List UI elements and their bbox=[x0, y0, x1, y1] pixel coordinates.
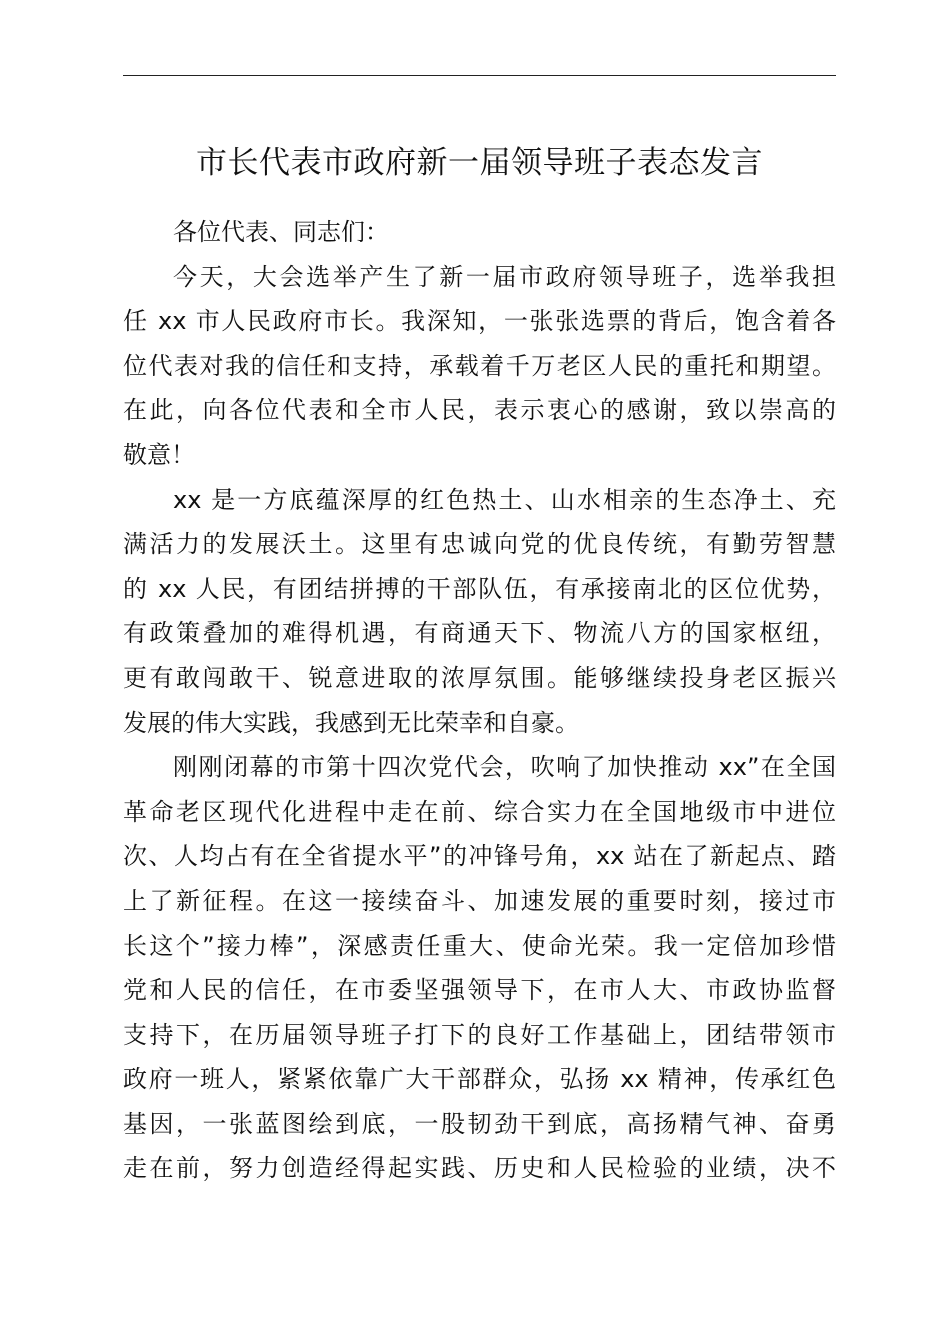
text-line: 位代表对我的信任和支持，承载着千万老区人民的重托和期望。 bbox=[123, 351, 836, 380]
text-line: 的 xx 人民，有团结拼搏的干部队伍，有承接南北的区位优势， bbox=[123, 574, 836, 603]
text-line: 刚刚闭幕的市第十四次党代会，吹响了加快推动 xx”在全国 bbox=[173, 753, 836, 782]
text-line: 有政策叠加的难得机遇，有商通天下、物流八方的国家枢纽， bbox=[123, 619, 836, 648]
text-line: 任 xx 市人民政府市长。我深知，一张张选票的背后，饱含着各 bbox=[123, 307, 836, 336]
text-line: 长这个”接力棒”，深感责任重大、使命光荣。我一定倍加珍惜 bbox=[123, 931, 836, 960]
document-title: 市长代表市政府新一届领导班子表态发言 bbox=[196, 145, 763, 181]
text-line: 革命老区现代化进程中走在前、综合实力在全国地级市中进位 bbox=[123, 797, 836, 826]
text-line: 政府一班人，紧紧依靠广大干部群众，弘扬 xx 精神，传承红色 bbox=[123, 1065, 836, 1094]
text-line: 走在前，努力创造经得起实践、历史和人民检验的业绩，决不 bbox=[123, 1154, 836, 1183]
document-body bbox=[123, 210, 836, 1191]
text-line: 各位代表、同志们： bbox=[173, 218, 389, 246]
text-line: xx 是一方底蕴深厚的红色热土、山水相亲的生态净土、充 bbox=[173, 485, 836, 514]
text-line: 今天，大会选举产生了新一届市政府领导班子，选举我担 bbox=[173, 262, 836, 291]
text-line: 敬意！ bbox=[123, 440, 195, 469]
text-line: 满活力的发展沃土。这里有忠诚向党的优良传统，有勤劳智慧 bbox=[123, 530, 836, 559]
text-line: 发展的伟大实践，我感到无比荣幸和自豪。 bbox=[123, 708, 579, 737]
text-line: 次、人均占有在全省提水平”的冲锋号角，xx 站在了新起点、踏 bbox=[123, 842, 836, 871]
text-line: 上了新征程。在这一接续奋斗、加速发展的重要时刻，接过市 bbox=[123, 886, 836, 915]
text-line: 党和人民的信任，在市委坚强领导下，在市人大、市政协监督 bbox=[123, 976, 836, 1005]
text-line: 在此，向各位代表和全市人民，表示衷心的感谢，致以崇高的 bbox=[123, 396, 836, 425]
header-divider bbox=[123, 75, 836, 76]
text-line: 支持下，在历届领导班子打下的良好工作基础上，团结带领市 bbox=[123, 1020, 836, 1049]
text-line: 基因，一张蓝图绘到底，一股韧劲干到底，高扬精气神、奋勇 bbox=[123, 1109, 836, 1138]
text-line: 更有敢闯敢干、锐意进取的浓厚氛围。能够继续投身老区振兴 bbox=[123, 663, 836, 692]
